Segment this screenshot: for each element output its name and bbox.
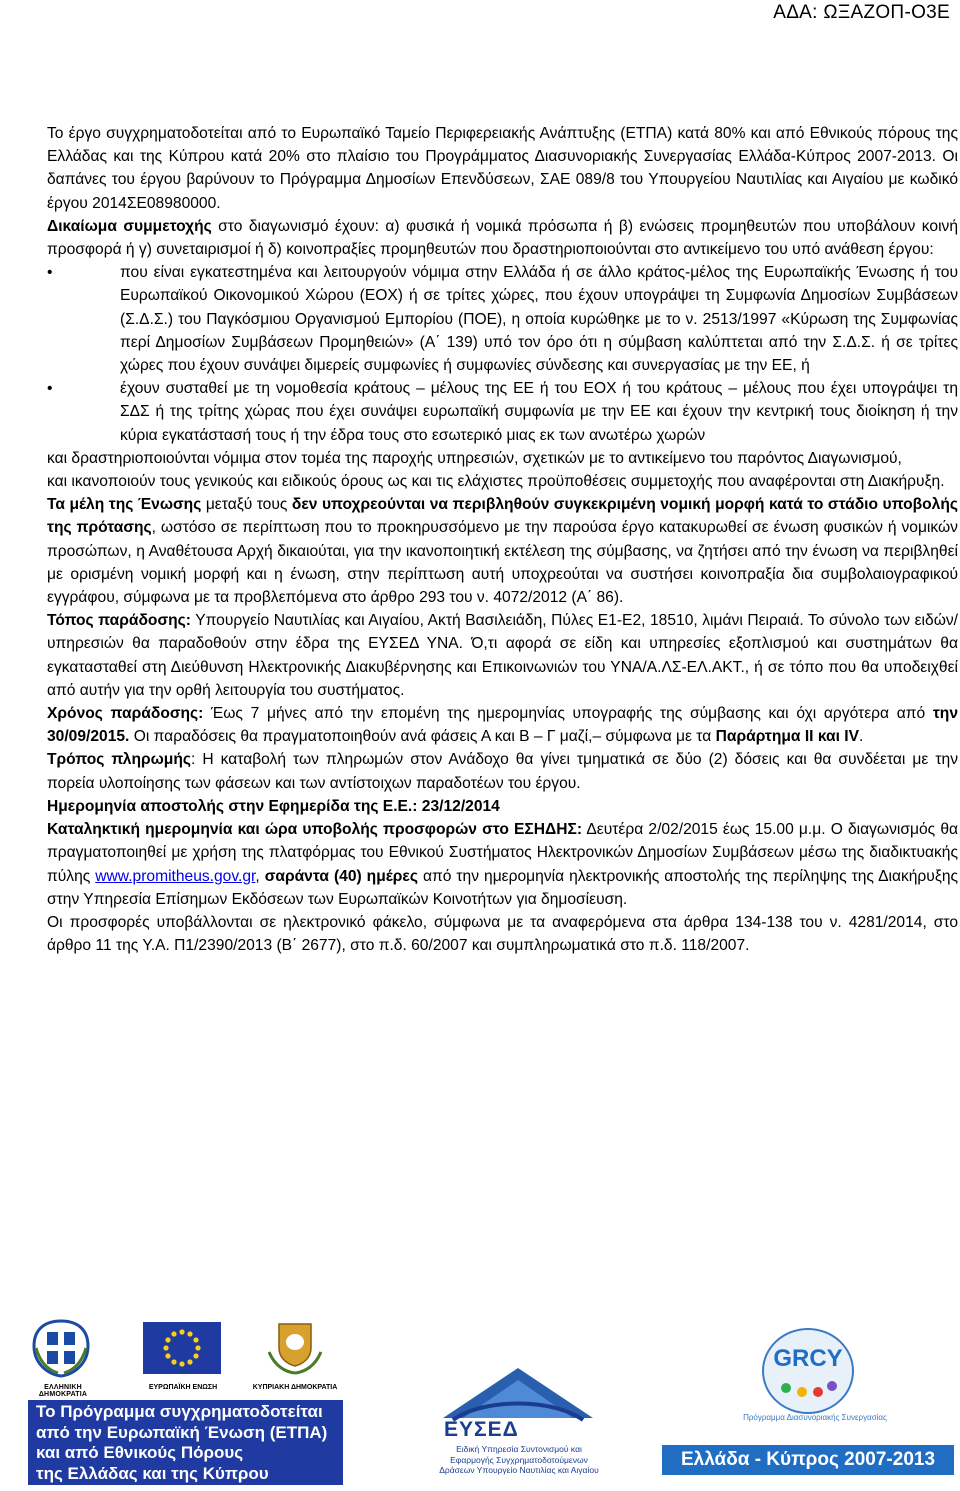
deadline-text: Δευτέρα 2/02/2015 έως 15.00 μ.μ. Ο διαγωνισμός θα πραγματοποιηθεί με χρήση της πλατφόρμας του Εθνικού Συστήματος Ηλεκτρονικών Δημοσίων Συμβάσεων μέσω της διαδικτυακής πύλης [47, 821, 959, 885]
paragraph-dispatch-date [47, 795, 958, 818]
participation-text: στο διαγωνισμό έχουν: α) φυσικά ή νομικά πρόσωπα ή β) ενώσεις προμηθευτών που υποβάλουν κοινή προσφορά ή γ) συνεταιρισμοί ή δ) κοινοπραξίες προμηθευτών που δραστηριοποιούνται στο αντικείμενο του υπό ανάθεση έργου: [47, 217, 959, 259]
banner-line: και από Εθνικούς Πόρους [36, 1443, 244, 1462]
delivery-place-text: Υπουργείο Ναυτιλίας και Αιγαίου, Ακτή Βασιλειάδη, Πύλες Ε1-Ε2, 18510, λιμάνι Πειραιά. Το σύνολο των ειδών/υπηρεσιών θα παραδοθούν στην έδρα της ΕΥΣΕΔ ΥΝΑ. Ό,τι αφορά σε είδη και υπηρεσίες εξοπλισμού και συστημάτων θα εγκατασταθεί στη Διεύθυνση Ηλεκτρονικής Διακυβέρνησης και Επικοινωνιών του ΥΝΑ/Α.ΛΣ-ΕΛ.ΑΚΤ., ή σε τόπο που θα υποδειχθεί από αυτήν για την ορθή λειτουργία του συστήματος. [47, 612, 959, 699]
paragraph-deadline [47, 818, 958, 911]
deadline-rest: από την ημερομηνία ηλεκτρονικής αποστολής της περίληψης της Διακήρυξης στην Υπηρεσία Επίσημων Εκδόσεων των Ευρωπαϊκών Κοινοτήτων για δημοσίευση. [47, 867, 959, 908]
grcy-banner: Ελλάδα - Κύπρος 2007-2013 [662, 1445, 954, 1475]
promitheus-link[interactable]: www.promitheus.gov.gr [95, 867, 256, 885]
banner-line: της Ελλάδας και της Κύπρου [36, 1463, 269, 1483]
payment-heading: Τρόπος πληρωμής [47, 751, 191, 769]
grcy-subtitle: Πρόγραμμα Διασυνοριακής Συνεργασίας [743, 1413, 887, 1422]
paragraph-union [47, 493, 958, 609]
forty-days: σαράντα (40) ημέρες [264, 867, 418, 885]
dispatch-date: Ημερομηνία αποστολής στην Εφημερίδα της Ε.Ε.: 23/12/2014 [47, 797, 500, 815]
payment-text: : Η καταβολή των πληρωμών στον Ανάδοχο θα γίνει τμηματικά σε δύο (2) δόσεις και θα συνδέεται με την πορεία υλοποίησης των φάσεων και των αντίστοιχων παραδοτέων του έργου. [47, 751, 958, 792]
banner-line: Το Πρόγραμμα συγχρηματοδοτείται [36, 1402, 323, 1421]
ada-code: ΑΔΑ: ΩΞΑΖΟΠ-Ο3Ε [773, 2, 950, 23]
union-bold: δεν υποχρεούνται να περιβληθούν συγκεκριμένη νομική μορφή κατά το στάδιο υποβολής της πρότασης [47, 496, 958, 537]
delivery-deadline: την 30/09/2015. [47, 705, 958, 746]
union-rest: , ωστόσο σε περίπτωση που το προκηρυσσόμενο με την παρούσα έργο κατακυρωθεί σε ένωση φυσικών ή νομικών προσώπων, η Αναθέτουσα Αρχή δικαιούται, για την ικανοποιητική εκτέλεση της σύμβασης, να ζητήσει από την ένωση να περιβληθεί με ορισμένη νομική μορφή και η ένωση, στην περίπτωση αυτή υποχρεούται να συστήσει κοινοπραξία δια συμβολαιογραφικού εγγράφου, σύμφωνα με τα προβλεπόμενα στο άρθρο 293 του ν. 4072/2012 (Α΄ 86). [47, 519, 958, 607]
paragraph-delivery-place [47, 609, 958, 702]
eu-label: ΕΥΡΩΠΑΪΚΗ ΕΝΩΣΗ [148, 1384, 218, 1391]
document-body [47, 122, 958, 957]
eu-flag-icon [143, 1322, 221, 1374]
grcy-logo-text: GRCY [773, 1345, 843, 1372]
paragraph-delivery-time [47, 702, 958, 748]
paragraph-participation [47, 215, 958, 261]
eysed-name: ΕΥΣΕΔ [444, 1418, 519, 1441]
footer-logos [0, 1300, 960, 1491]
cyprus-republic-label: ΚΥΠΡΙΑΚΗ ΔΗΜΟΚΡΑΤΙΑ [252, 1384, 338, 1391]
deadline-comma: , [255, 867, 265, 885]
deadline-heading: Καταληκτική ημερομηνία και ώρα υποβολής προσφορών στο ΕΣΗΔΗΣ: [47, 821, 583, 839]
delivery-end: . [859, 728, 864, 746]
bullet-text: έχουν συσταθεί με τη νομοθεσία κράτους – μέλους της ΕΕ ή του ΕΟΧ ή του κράτους – μέλους που έχει υπογράψει τη ΣΔΣ ή της τρίτης χώρας που έχει συνάψει ευρωπαϊκή συμφωνία με την ΕΕ και έχουν την κεντρική τους διοίκηση ή την κύρια εγκατάστασή τους ή την έδρα τους στο εσωτερικό μιας εκ των ανωτέρω χωρών [120, 380, 958, 444]
paragraph-payment [47, 748, 958, 794]
paragraph-funding: Το έργο συγχρηματοδοτείται από το Ευρωπαϊκό Ταμείο Περιφερειακής Ανάπτυξης (ΕΤΠΑ) κατά 80% και από Εθνικούς πόρους της Ελλάδας και της Κύπρου κατά 20% στο πλαίσιο του Προγράμματος Διασυνοριακής Συνεργασίας Ελλάδα-Κύπρος 2007-2013. Οι δαπάνες του έργου βαρύνουν το Πρόγραμμα Δημοσίων Επενδύσεων, ΣΑΕ 089/8 του Υπουργείου Ναυτιλίας και Αιγαίου με κωδικό έργου 2014ΣΕ08980000. [47, 125, 958, 212]
bullet-icon: • [47, 380, 53, 398]
annex-ref: Παράρτημα ΙΙ και ΙV [715, 728, 860, 746]
bullet-icon: • [47, 264, 53, 282]
delivery-phases: Οι παραδόσεις θα πραγματοποιηθούν ανά φάσεις Α και Β – Γ μαζί,– σύμφωνα με τα [129, 728, 716, 746]
union-heading: Τα μέλη της Ένωσης [47, 496, 202, 514]
delivery-time-text: Έως 7 μήνες από την επομένη της ημερομηνίας υπογραφής της σύμβασης και όχι αργότερα από [203, 705, 933, 723]
banner-line: από την Ευρωπαϊκή Ένωση (ΕΤΠΑ) [36, 1422, 328, 1442]
eysed-subtitle: Ειδική Υπηρεσία Συντονισμού και Εφαρμογής Συγχρηματοδοτούμενων Δράσεων Υπουργείο Ναυτιλίας και Αιγαίου [439, 1444, 599, 1475]
paragraph-activity: και δραστηριοποιούνται νόμιμα στον τομέα της παροχής υπηρεσιών, σχετικών με το αντικείμενο του παρόντος Διαγωνισμού, [47, 449, 902, 467]
cyprus-emblem-icon [261, 1318, 329, 1376]
bullet-text: που είναι εγκατεστημένα και λειτουργούν νόμιμα στην Ελλάδα ή σε άλλο κράτος-μέλος της Ευρωπαϊκής Ένωσης ή του Ευρωπαϊκού Οικονομικού Χώρου (ΕΟΧ) ή σε τρίτες χώρες, που έχουν υπογράψει τη Συμφωνία Δημοσίων Συμβάσεων (Σ.Δ.Σ.) του Παγκόσμιου Οργανισμού Εμπορίου (ΠΟΕ), η οποία κυρώθηκε με το ν. 2513/1997 «Κύρωση της Συμφωνίας περί Δημοσίων Συμβάσεων Προμηθειών» (Α΄ 139) υπό τον όρο ότι η σύμβαση καλύπτεται από την Σ.Δ.Σ. ή σε τρίτες χώρες που έχουν συνάψει διμερείς συμφωνίες ή συμφωνίες σύνδεσης και συνεργασίας με την ΕΕ, ή [120, 264, 958, 375]
paragraph-conditions: και ικανοποιούν τους γενικούς και ειδικούς όρους ως και τις ελάχιστες προϋποθέσεις συμμετοχής που αναφέρονται στη Διακήρυξη. [47, 473, 945, 491]
paragraph-submission: Οι προσφορές υποβάλλονται σε ηλεκτρονικό φάκελο, σύμφωνα με τα αναφερόμενα στα άρθρα 134-138 του ν. 4281/2014, στο άρθρο 11 της Υ.Α. Π1/2390/2013 (Β΄ 2677), στο π.δ. 60/2007 και συμπληρωματικά στο π.δ. 118/2007. [47, 913, 958, 955]
delivery-time-heading: Χρόνος παράδοσης: [47, 705, 204, 723]
cofunding-banner [28, 1400, 343, 1485]
greek-republic-label: ΕΛΛΗΝΙΚΗ ΔΗΜΟΚΡΑΤΙΑ [38, 1384, 88, 1398]
delivery-place-heading: Τόπος παράδοσης: [47, 612, 191, 630]
bullet-item [47, 377, 958, 447]
union-text: μεταξύ τους [201, 496, 292, 514]
bullet-item [47, 261, 958, 377]
participation-heading: Δικαίωμα συμμετοχής [47, 217, 212, 235]
greek-emblem-icon [30, 1318, 92, 1378]
eu-stars-icon [143, 1322, 221, 1374]
